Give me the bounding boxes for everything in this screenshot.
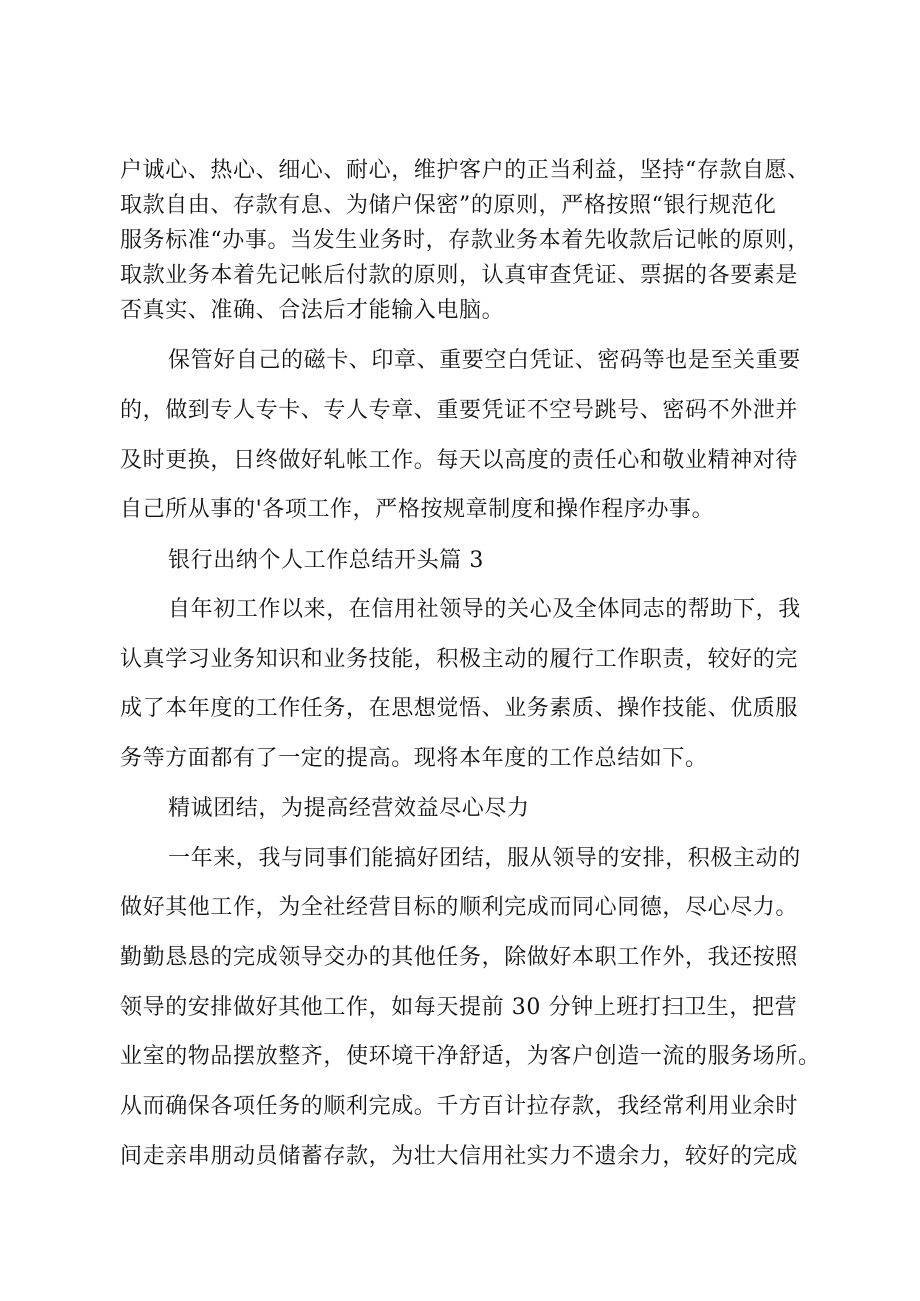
paragraph-1-line-2: 取款自由、存款有息、为储户保密”的原则，严格按照“银行规范化 bbox=[120, 193, 777, 218]
paragraph-4-line-6: 从而确保各项任务的顺利完成。千方百计拉存款，我经常利用业余时 bbox=[120, 1094, 799, 1119]
paragraph-2-line-3: 及时更换，日终做好轧帐工作。每天以高度的责任心和敬业精神对待 bbox=[120, 448, 799, 473]
paragraph-4-line-5: 业室的物品摆放整齐，使环境干净舒适，为客户创造一流的服务场所。 bbox=[120, 1044, 821, 1069]
paragraph-1-line-3: 服务标准“办事。当发生业务时，存款业务本着先收款后记帐的原则， bbox=[120, 228, 810, 253]
section-heading: 银行出纳个人工作总结开头篇 3 bbox=[168, 548, 484, 573]
paragraph-1-line-1: 户诚心、热心、细心、耐心，维护客户的正当利益，坚持“存款自愿、 bbox=[120, 158, 810, 183]
paragraph-2-line-2: 的，做到专人专卡、专人专章、重要凭证不空号跳号、密码不外泄并 bbox=[120, 398, 799, 423]
paragraph-4-line-1: 一年来，我与同事们能搞好团结，服从领导的安排，积极主动的 bbox=[168, 846, 801, 871]
paragraph-3-line-1: 自年初工作以来，在信用社领导的关心及全体同志的帮助下，我 bbox=[168, 597, 801, 622]
paragraph-3-line-3: 成了本年度的工作任务，在思想觉悟、业务素质、操作技能、优质服 bbox=[120, 696, 799, 721]
paragraph-4-line-3: 勤勤恳恳的完成领导交办的其他任务，除做好本职工作外，我还按照 bbox=[120, 945, 799, 970]
paragraph-1-line-5: 否真实、准确、合法后才能输入电脑。 bbox=[120, 298, 505, 323]
paragraph-3-line-2: 认真学习业务知识和业务技能，积极主动的履行工作职责，较好的完 bbox=[120, 647, 799, 672]
paragraph-2-line-4: 自己所从事的'各项工作，严格按规章制度和操作程序办事。 bbox=[120, 497, 715, 522]
paragraph-2-line-1: 保管好自己的磁卡、印章、重要空白凭证、密码等也是至关重要 bbox=[168, 348, 801, 373]
paragraph-3-line-4: 务等方面都有了一定的提高。现将本年度的工作总结如下。 bbox=[120, 746, 708, 771]
subheading: 精诚团结，为提高经营效益尽心尽力 bbox=[168, 796, 530, 821]
paragraph-4-line-7: 间走亲串朋动员储蓄存款，为壮大信用社实力不遗余力，较好的完成 bbox=[120, 1144, 799, 1169]
paragraph-4-line-4: 领导的安排做好其他工作，如每天提前 30 分钟上班打扫卫生，把营 bbox=[120, 995, 798, 1020]
paragraph-4-line-2: 做好其他工作，为全社经营目标的顺利完成而同心同德，尽心尽力。 bbox=[120, 895, 799, 920]
paragraph-1-line-4: 取款业务本着先记帐后付款的原则，认真审查凭证、票据的各要素是 bbox=[120, 263, 799, 288]
